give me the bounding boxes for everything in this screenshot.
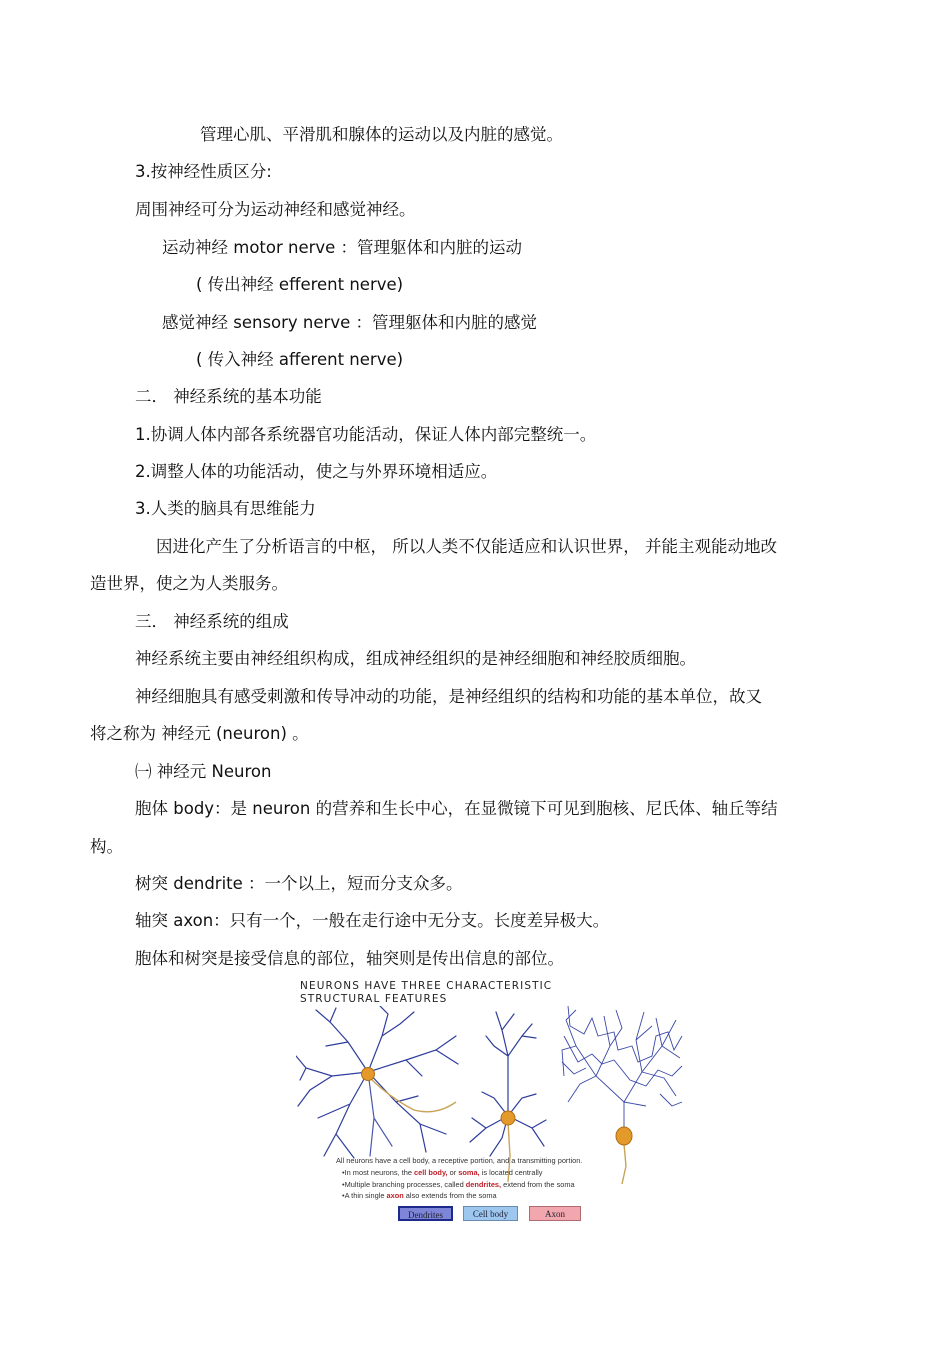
section-heading-3: 三． 神经系统的组成 bbox=[135, 612, 289, 631]
figure-bullet-1 bbox=[342, 1168, 542, 1177]
bullet-2-text-end: extend from the soma bbox=[501, 1180, 575, 1189]
section-heading-2: 二． 神经系统的基本功能 bbox=[135, 387, 322, 406]
text-line-22: 轴突 axon：只有一个，一般在走行途中无分支。长度差异极大。 bbox=[135, 911, 610, 930]
axon-button[interactable]: Axon bbox=[529, 1206, 581, 1221]
text-line-7: ( 传入神经 afferent nerve) bbox=[196, 350, 404, 369]
text-line-16: 神经细胞具有感受刺激和传导冲动的功能，是神经组织的结构和功能的基本单位，故又 bbox=[135, 687, 762, 706]
text-line-17: 将之称为 神经元 (neuron) 。 bbox=[90, 724, 309, 743]
text-line-21: 树突 dendrite ：一个以上，短而分支众多。 bbox=[135, 874, 463, 893]
text-line-10: 2.调整人体的功能活动，使之与外界环境相适应。 bbox=[135, 462, 498, 481]
figure-bullet-3 bbox=[342, 1191, 497, 1200]
text-line-15: 神经系统主要由神经组织构成，组成神经组织的是神经细胞和神经胶质细胞。 bbox=[135, 649, 696, 668]
subsection-heading-neuron: ㈠ 神经元 Neuron bbox=[135, 762, 272, 781]
text-line-4: 运动神经 motor nerve ：管理躯体和内脏的运动 bbox=[162, 238, 523, 257]
figure-title-line1: NEURONS HAVE THREE CHARACTERISTIC bbox=[300, 980, 553, 992]
text-line-12: 因进化产生了分析语言的中枢， 所以人类不仅能适应和认识世界， 并能主观能动地改 bbox=[156, 537, 777, 556]
bullet-1-text: •In most neurons, the bbox=[342, 1168, 415, 1177]
soma-3 bbox=[616, 1127, 632, 1145]
axon-3 bbox=[622, 1144, 626, 1184]
bullet-3-highlight-axon: axon bbox=[386, 1191, 404, 1200]
bullet-2-text: •Multiple branching processes, called bbox=[342, 1180, 466, 1189]
text-line-19: 胞体 body：是 neuron 的营养和生长中心，在显微镜下可见到胞核、尼氏体、轴丘等结 bbox=[135, 799, 778, 818]
bullet-1-text-mid: or bbox=[447, 1168, 459, 1177]
multipolar-neuron bbox=[296, 1006, 458, 1158]
cell-body-button[interactable]: Cell body bbox=[463, 1206, 518, 1221]
text-line-11: 3.人类的脑具有思维能力 bbox=[135, 499, 316, 518]
axon-1 bbox=[368, 1076, 456, 1112]
figure-bullet-2 bbox=[342, 1180, 575, 1189]
neuron-figure bbox=[296, 978, 684, 1226]
figure-title-line2: STRUCTURAL FEATURES bbox=[300, 993, 448, 1005]
bullet-1-highlight-cellbody: cell body, bbox=[414, 1168, 448, 1177]
text-line-13: 造世界，使之为人类服务。 bbox=[90, 574, 288, 593]
bullet-3-text-end: also extends from the soma bbox=[403, 1191, 497, 1200]
soma-2 bbox=[501, 1111, 515, 1125]
soma-1 bbox=[362, 1068, 375, 1081]
bullet-3-text: •A thin single bbox=[342, 1191, 387, 1200]
bullet-2-highlight-dendrites: dendrites, bbox=[465, 1180, 502, 1189]
text-line-5: ( 传出神经 efferent nerve) bbox=[196, 275, 404, 294]
text-line-20: 构。 bbox=[90, 837, 123, 856]
figure-caption-intro: All neurons have a cell body, a receptive portion, and a transmitting portion. bbox=[336, 1156, 583, 1165]
bullet-1-highlight-soma: soma, bbox=[458, 1168, 480, 1177]
text-line-3: 周围神经可分为运动神经和感觉神经。 bbox=[135, 200, 416, 219]
text-line-23: 胞体和树突是接受信息的部位，轴突则是传出信息的部位。 bbox=[135, 949, 564, 968]
text-line-2: 3.按神经性质区分: bbox=[135, 162, 272, 181]
text-line-1: 管理心肌、平滑肌和腺体的运动以及内脏的感觉。 bbox=[200, 125, 563, 144]
text-line-9: 1.协调人体内部各系统器官功能活动，保证人体内部完整统一。 bbox=[135, 425, 597, 444]
purkinje-neuron bbox=[562, 1006, 682, 1130]
dendrites-button[interactable]: Dendrites bbox=[398, 1206, 453, 1221]
pyramidal-neuron bbox=[470, 1012, 546, 1156]
text-line-6: 感觉神经 sensory nerve ：管理躯体和内脏的感觉 bbox=[162, 313, 537, 332]
bullet-1-text-end: is located centrally bbox=[479, 1168, 543, 1177]
